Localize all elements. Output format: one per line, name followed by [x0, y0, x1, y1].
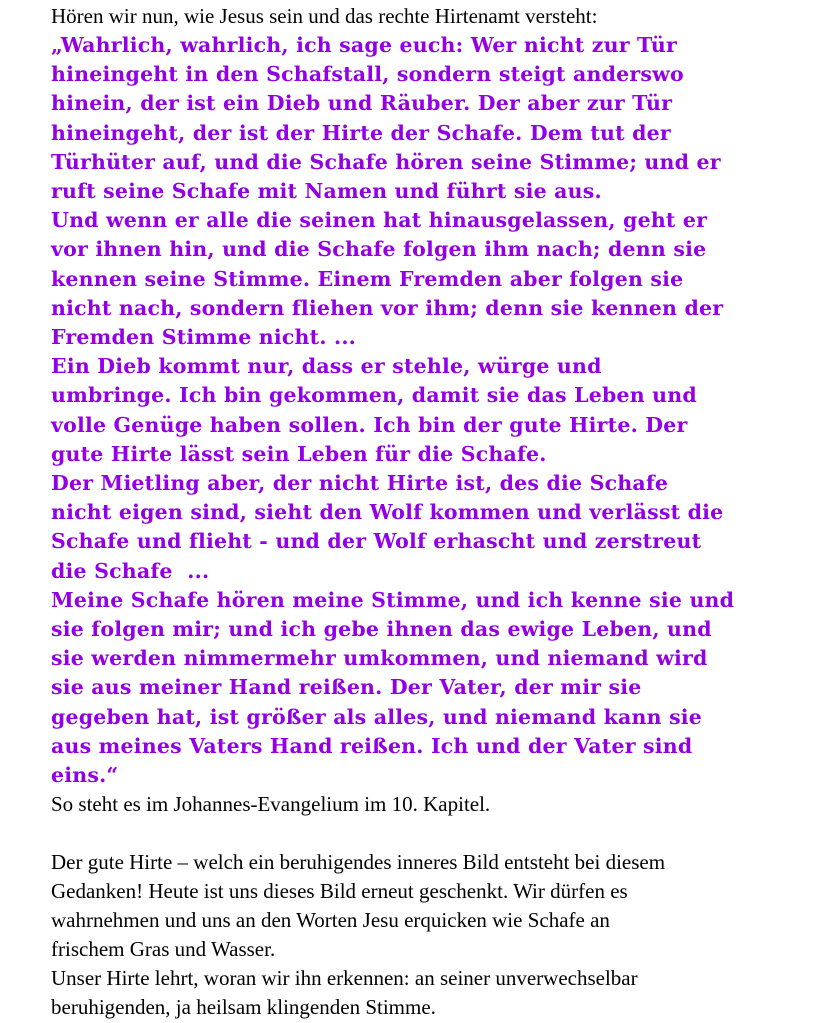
reflection-line: Der gute Hirte – welch ein beruhigendes inneres Bild entsteht bei diesem	[51, 850, 666, 875]
reflection-line: Gedanken! Heute ist uns dieses Bild erneut geschenkt. Wir dürfen es	[51, 879, 628, 904]
quote-line: sie werden nimmermehr umkommen, und niemand wird	[51, 646, 708, 671]
quote-line: aus meines Vaters Hand reißen. Ich und der Vater sind	[51, 733, 693, 758]
quote-line: gegeben hat, ist größer als alles, und niemand kann sie	[51, 704, 703, 729]
quote-line: hineingeht, der ist der Hirte der Schafe. Dem tut der	[51, 120, 671, 145]
reflection-line: wahrnehmen und uns an den Worten Jesu erquicken wie Schafe an	[51, 908, 610, 933]
paragraph-gap	[51, 819, 821, 848]
quote-line: umbringe. Ich bin gekommen, damit sie das Leben und	[51, 383, 697, 408]
bible-quote	[51, 31, 821, 790]
quote-line: Türhüter auf, und die Schafe hören seine Stimme; und er	[51, 149, 721, 174]
quote-line: hineingeht in den Schafstall, sondern steigt anderswo	[51, 62, 684, 87]
intro-line: Hören wir nun, wie Jesus sein und das rechte Hirtenamt versteht:	[51, 4, 598, 28]
source-line: So steht es im Johannes-Evangelium im 10. Kapitel.	[51, 792, 491, 817]
quote-line: Fremden Stimme nicht. ...	[51, 325, 357, 350]
quote-line: kennen seine Stimme. Einem Fremden aber folgen sie	[51, 266, 684, 291]
quote-line: sie folgen mir; und ich gebe ihnen das ewige Leben, und	[51, 617, 712, 642]
quote-line: volle Genüge haben sollen. Ich bin der gute Hirte. Der	[51, 412, 688, 437]
reflection-line: beruhigenden, ja heilsam klingenden Stimme.	[51, 995, 436, 1020]
reflection-line: frischem Gras und Wasser.	[51, 937, 276, 962]
quote-line: hinein, der ist ein Dieb und Räuber. Der aber zur Tür	[51, 91, 673, 116]
quote-line: vor ihnen hin, und die Schafe folgen ihm nach; denn sie	[51, 237, 707, 262]
reflection-paragraph	[51, 848, 821, 1022]
quote-line: eins.“	[51, 763, 119, 788]
quote-line: Und wenn er alle die seinen hat hinausgelassen, geht er	[51, 208, 708, 233]
quote-line: Ein Dieb kommt nur, dass er stehle, würge und	[51, 354, 602, 379]
quote-line: sie aus meiner Hand reißen. Der Vater, der mir sie	[51, 675, 642, 700]
quote-line: gute Hirte lässt sein Leben für die Schafe.	[51, 441, 547, 466]
quote-line: Schafe und flieht - und der Wolf erhascht und zerstreut	[51, 529, 702, 554]
quote-line: nicht nach, sondern fliehen vor ihm; denn sie kennen der	[51, 295, 724, 320]
quote-line: nicht eigen sind, sieht den Wolf kommen und verlässt die	[51, 500, 724, 525]
reflection-line: Unser Hirte lehrt, woran wir ihn erkennen: an seiner unverwechselbar	[51, 966, 638, 991]
quote-line: „Wahrlich, wahrlich, ich sage euch: Wer nicht zur Tür	[51, 33, 678, 57]
quote-line: Meine Schafe hören meine Stimme, und ich kenne sie und	[51, 587, 735, 612]
quote-line: Der Mietling aber, der nicht Hirte ist, des die Schafe	[51, 471, 669, 496]
quote-line: die Schafe ...	[51, 558, 210, 583]
document-page	[51, 2, 821, 1022]
quote-line: ruft seine Schafe mit Namen und führt sie aus.	[51, 179, 602, 204]
